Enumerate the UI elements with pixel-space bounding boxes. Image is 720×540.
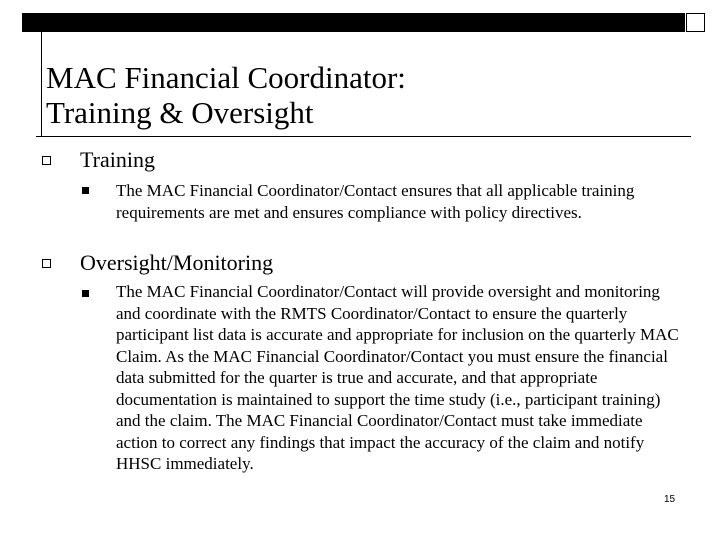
filled-square-bullet-icon <box>82 187 89 194</box>
header-square-decoration <box>686 13 705 32</box>
left-vertical-rule <box>41 32 42 136</box>
filled-square-bullet-icon <box>82 290 89 297</box>
section-heading-training: Training <box>80 147 155 172</box>
slide-title <box>46 60 686 130</box>
section-text-training: The MAC Financial Coordinator/Contact ensures that all applicable training requirements are met and ensures compliance with policy directives. <box>116 181 635 222</box>
header-bar <box>22 13 685 32</box>
hollow-square-bullet-icon <box>42 156 51 165</box>
page-number: 15 <box>664 494 676 505</box>
section-text-oversight: The MAC Financial Coordinator/Contact will provide oversight and monitoring and coordinate with the RMTS Coordinator/Contact to ensure the quarterly participant list data is accurate and appropriate for inclusion on the quarterly MAC Claim. As the MAC Financial Coordinator/Contact you must ensure the financial data submitted for the quarter is true and accurate, and that appropriate documentation is maintained to support the time study (i.e., participant training) and the claim. The MAC Financial Coordinator/Contact must take immediate action to correct any findings that impact the accuracy of the claim and notify HHSC immediately. <box>116 282 679 473</box>
slide-title-line-2: Training & Oversight <box>46 95 314 130</box>
section-heading-oversight: Oversight/Monitoring <box>80 250 274 275</box>
slide-title-line-1: MAC Financial Coordinator: <box>46 60 406 95</box>
title-divider <box>36 136 691 137</box>
hollow-square-bullet-icon <box>42 259 51 268</box>
